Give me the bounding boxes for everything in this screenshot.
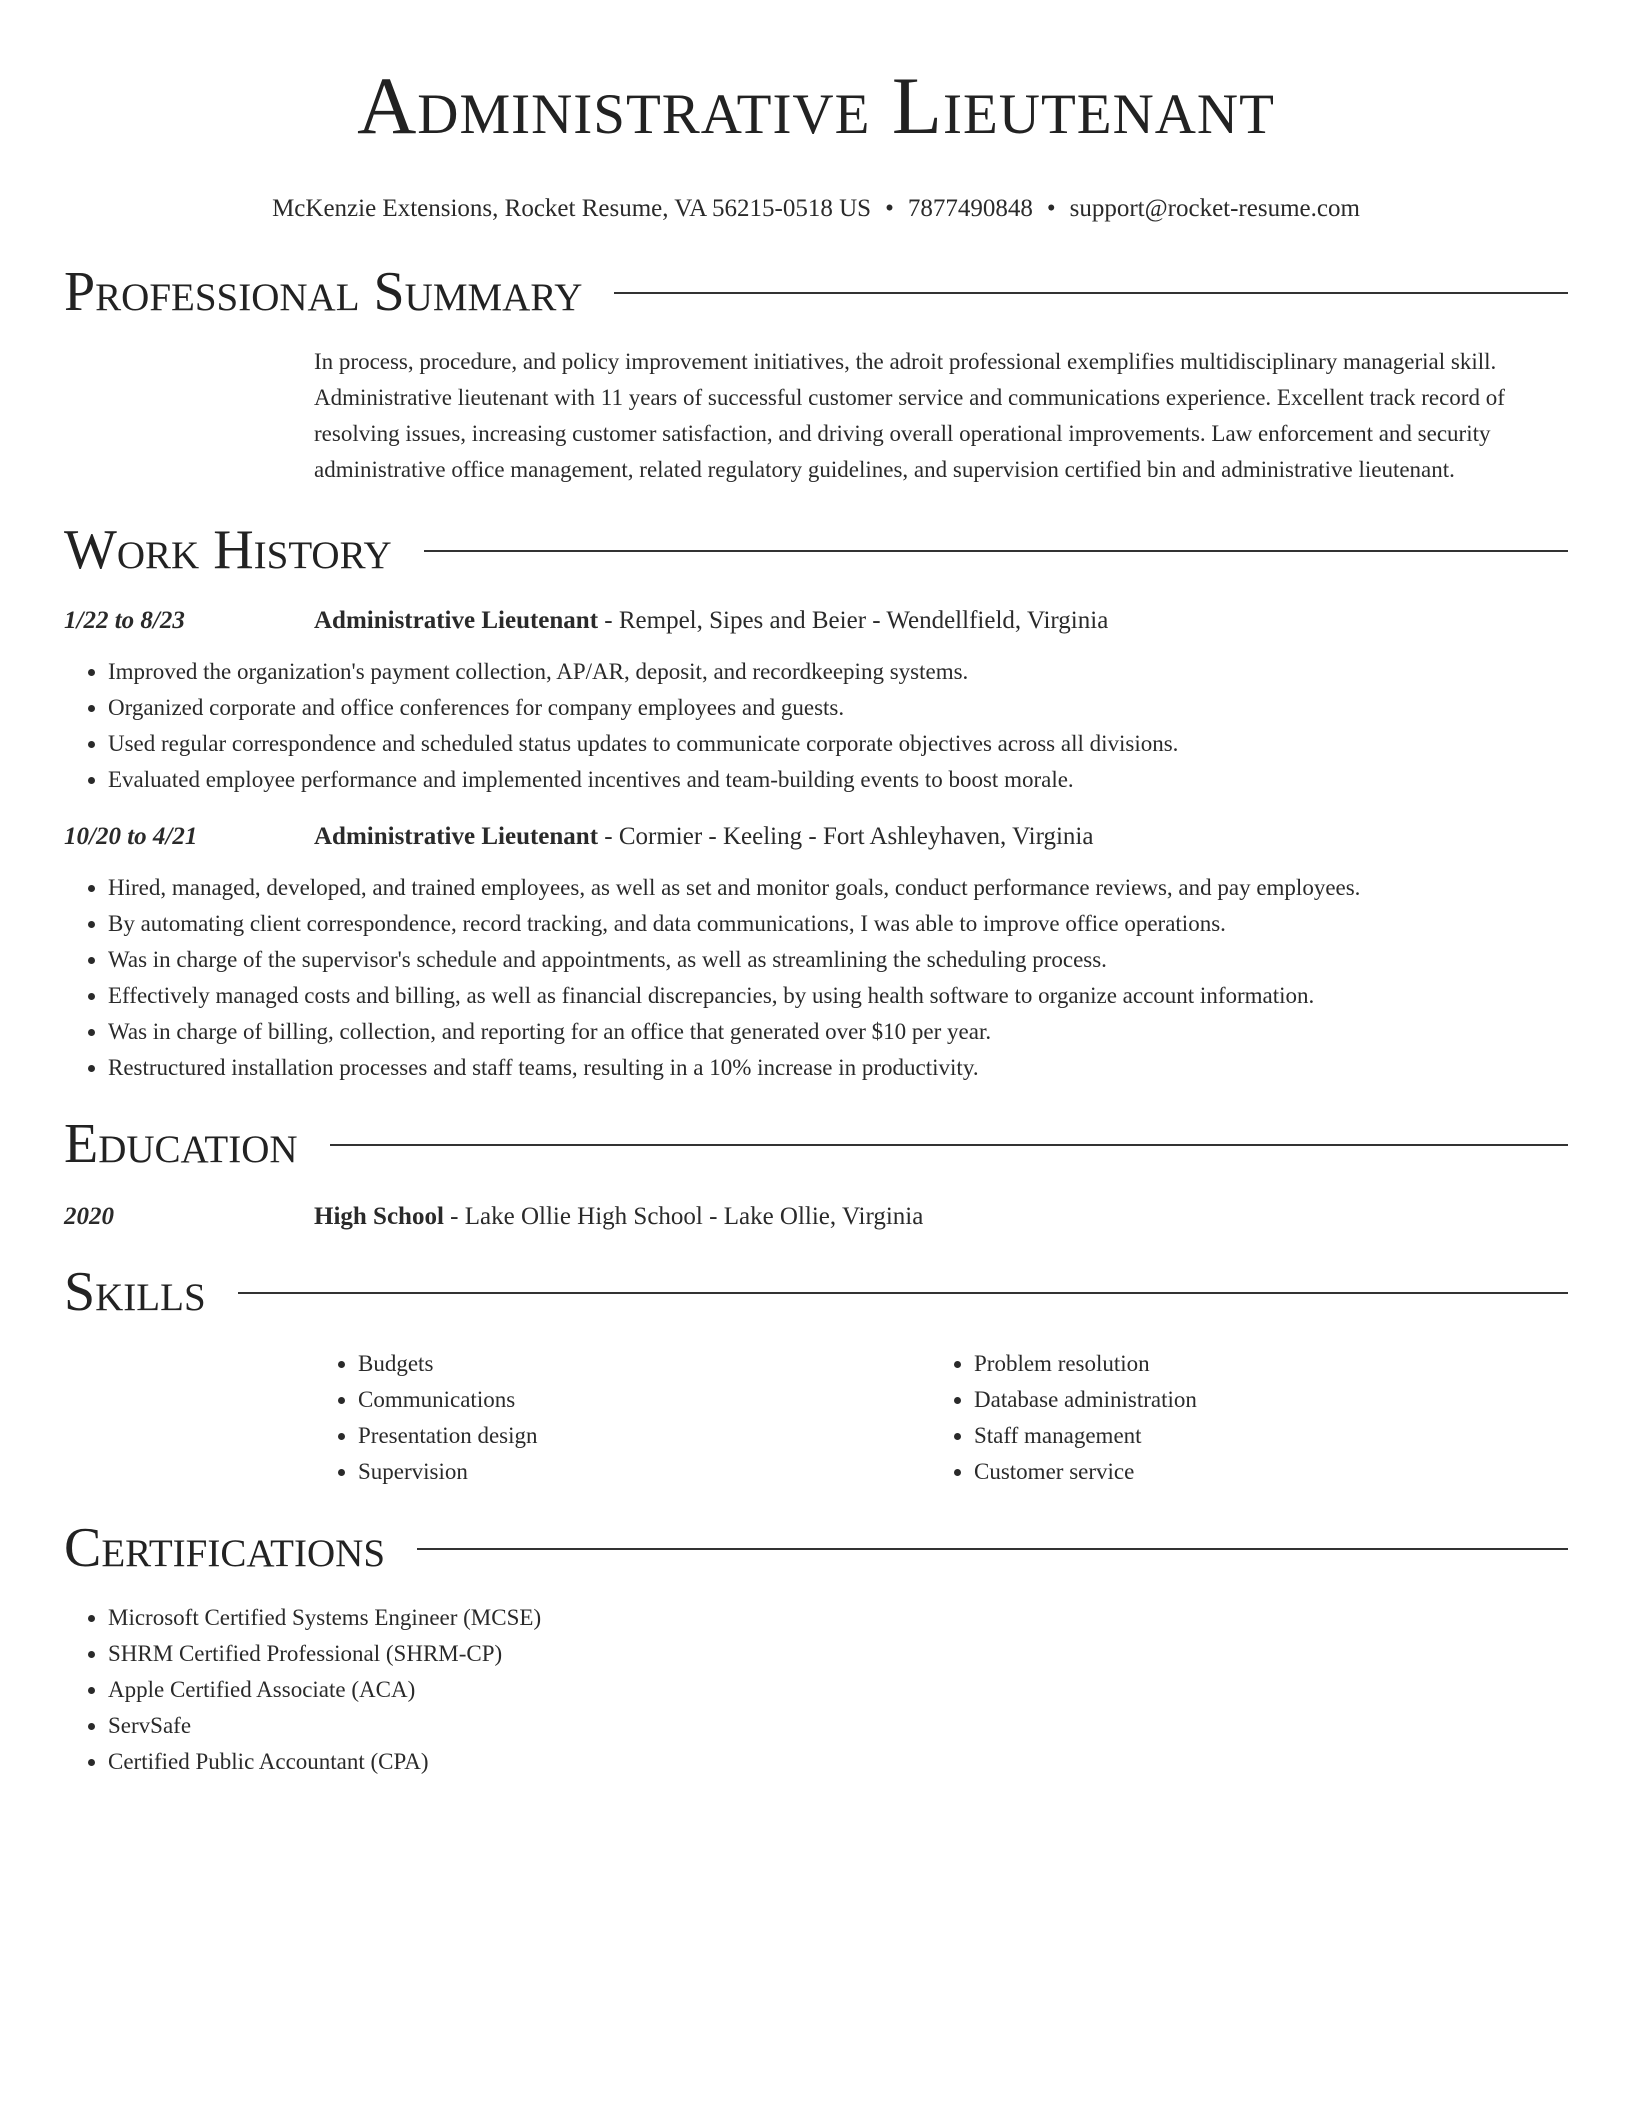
skills-left-column [314, 1346, 930, 1490]
skill-item: • Problem resolution [974, 1346, 1546, 1382]
education-heading: Education [64, 1113, 298, 1175]
job-bullets [64, 654, 1568, 798]
candidate-name: Administrative Lieutenant [357, 60, 1275, 151]
job-employer-location: - Rempel, Sipes and Beier - Wendellfield, Virginia [598, 607, 1109, 634]
job-entry [64, 604, 1568, 798]
job-bullet: • Improved the organization's payment collection, AP/AR, deposit, and recordkeeping systems. [108, 654, 1568, 690]
summary-text: In process, procedure, and policy improvement initiatives, the adroit professional exemplifies multidisciplinary managerial skill. Administrative lieutenant with 11 years of successful customer service and communications experience. Excellent track record of resolving issues, increasing customer satisfaction, and driving overall operational improvements. Law enforcement and security administrative office management, related regulatory guidelines, and supervision certified bin and administrative lieutenant. [314, 349, 1505, 482]
contact-separator: • [1046, 195, 1056, 222]
education-list [64, 1200, 1568, 1234]
certifications-section-header [64, 1516, 1568, 1580]
certification-item: • SHRM Certified Professional (SHRM-CP) [108, 1636, 1568, 1672]
job-title: Administrative Lieutenant [314, 607, 599, 634]
education-school-location: - Lake Ollie High School - Lake Ollie, Virginia [443, 1203, 924, 1230]
contact-line [64, 192, 1568, 226]
certifications-heading: Certifications [64, 1517, 386, 1579]
job-bullets [64, 870, 1568, 1086]
skill-item: • Database administration [974, 1382, 1546, 1418]
section-divider [330, 1144, 1568, 1146]
job-title-line [314, 820, 1093, 854]
summary-heading: Professional Summary [64, 261, 583, 323]
education-entry [64, 1200, 1568, 1234]
job-bullet: • Hired, managed, developed, and trained employees, as well as set and monitor goals, conduct performance reviews, and pay employees. [108, 870, 1568, 906]
job-header-row [64, 820, 1568, 854]
job-entry [64, 820, 1568, 1086]
job-bullet: • Evaluated employee performance and implemented incentives and team-building events to boost morale. [108, 762, 1568, 798]
job-dates: 10/20 to 4/21 [64, 823, 198, 850]
summary-section-header [64, 260, 1568, 324]
job-employer-location: - Cormier - Keeling - Fort Ashleyhaven, Virginia [598, 823, 1094, 850]
certification-item: • Apple Certified Associate (ACA) [108, 1672, 1568, 1708]
section-divider [614, 292, 1568, 294]
skill-item: • Budgets [358, 1346, 930, 1382]
job-bullet: • Was in charge of the supervisor's schedule and appointments, as well as streamlining the scheduling process. [108, 942, 1568, 978]
contact-address: McKenzie Extensions, Rocket Resume, VA 56215-0518 US [272, 195, 872, 222]
job-title-line [314, 604, 1108, 638]
job-header-row [64, 604, 1568, 638]
education-year: 2020 [64, 1203, 114, 1230]
job-bullet: • Was in charge of billing, collection, and reporting for an office that generated over $10 per year. [108, 1014, 1568, 1050]
education-section-header [64, 1112, 1568, 1176]
certification-item: • Microsoft Certified Systems Engineer (MCSE) [108, 1600, 1568, 1636]
job-title: Administrative Lieutenant [314, 823, 599, 850]
education-line [314, 1200, 923, 1234]
job-dates: 1/22 to 8/23 [64, 607, 185, 634]
skills-section-header [64, 1260, 1568, 1324]
certifications-list [64, 1600, 1568, 1780]
education-degree: High School [314, 1203, 444, 1230]
skill-item: • Staff management [974, 1418, 1546, 1454]
work-history-list [64, 604, 1568, 1086]
certification-item: • ServSafe [108, 1708, 1568, 1744]
contact-separator: • [885, 195, 894, 222]
job-bullet: • By automating client correspondence, record tracking, and data communications, I was able to improve office operations. [108, 906, 1568, 942]
skill-item: • Supervision [358, 1454, 930, 1490]
work-section-header [64, 518, 1568, 582]
skill-item: • Customer service [974, 1454, 1546, 1490]
job-bullet: • Restructured installation processes and staff teams, resulting in a 10% increase in productivity. [108, 1050, 1568, 1086]
section-divider [417, 1548, 1568, 1550]
skills-right-column [930, 1346, 1546, 1490]
certification-item: • Certified Public Accountant (CPA) [108, 1744, 1568, 1780]
skill-item: • Presentation design [358, 1418, 930, 1454]
contact-email: support@rocket-resume.com [1069, 195, 1360, 222]
work-heading: Work History [64, 519, 392, 581]
contact-phone: 7877490848 [907, 195, 1033, 222]
skills-grid [314, 1346, 1568, 1490]
skill-item: • Communications [358, 1382, 930, 1418]
section-divider [238, 1292, 1568, 1294]
job-bullet: • Used regular correspondence and scheduled status updates to communicate corporate objectives across all divisions. [108, 726, 1568, 762]
section-divider [424, 550, 1568, 552]
job-bullet: • Effectively managed costs and billing, as well as financial discrepancies, by using health software to organize account information. [108, 978, 1568, 1014]
job-bullet: • Organized corporate and office conferences for company employees and guests. [108, 690, 1568, 726]
skills-heading: Skills [64, 1261, 206, 1323]
